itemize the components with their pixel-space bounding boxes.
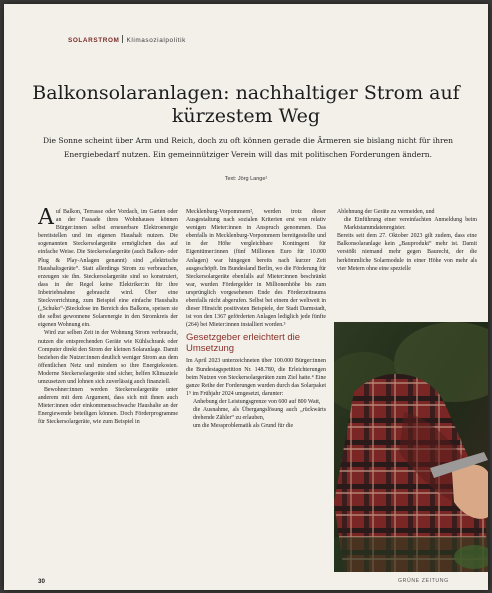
section-header <box>68 35 186 44</box>
drop-cap: A <box>38 208 54 230</box>
paragraph: Bereits seit dem 27. Oktober 2023 gilt zudem, dass eine Balkonsolaranlage kein „Bauprodukt“ mehr ist. Damit verstößt niemand mehr gegen Baurecht, der die herkömmliche Solarmodule in einer Höhe von mehr als vier Metern ohne eine spezielle <box>337 233 477 272</box>
paragraph: Mecklenburg-Vorpommern², werden trotz dieser Ausgestaltung nach sozialen Kriterien erst von relativ wenigen Mieter:innen in Anspruch genommen. Das ebenfalls in Mecklenburg-Vorpommern bereitgestellte und in der Höhe vergleichbare Kontingent für Eigentümer:innen (fünf Millionen Euro für 10.000 Anlagen) war hingegen bereits nach kurzer Zeit ausgeschöpft. Im Bundesland Berlin, wo die Förderung für Steckersolargeräte ebenfalls auf Mieter:innen beschränkt war, wurden Fördergelder in Millionenhöhe bis zum ursprünglich vorgesehenen Ende des Förderzeitraums ebenfalls nicht abgerufen. Selbst bei einem der weltweit in dieser Hinsicht positivsten Beispiele, der Stadt Darmstadt, ist von den 1367 geförderten Anlagen lediglich jede fünfte (264) bei Mieter:innen installiert worden.³ <box>186 209 326 329</box>
list-item: • Anhebung der Leistungsgrenze von 600 auf 800 Watt, <box>193 398 326 406</box>
subheading: Gesetzgeber erleichtert die Umsetzung <box>186 332 301 354</box>
paragraph: Bewohner:innen werden Steckersolargeräte unter anderem mit dem Argument, dass sich mit ihnen auch Mieter:innen oder einkommensschwache Haushalte an der Energiewende beteiligen können. Doch Förderprogramme für Steckersolargeräte, wie zum Beispiel in <box>38 387 178 426</box>
article-lead: Die Sonne scheint über Arm und Reich, doch zu oft können gerade die Ärmeren sie bislang nicht für ihren Energiebedarf nutzen. Ein gemeinnütziger Verein will das mit politischen Forderungen ändern. <box>42 136 454 159</box>
photo-image <box>334 322 488 572</box>
paragraph: Im April 2023 unterzeichneten über 100.000 Bürger:innen die Bundestagspetition Nr. 148.780, die Erleichterungen beim Nutzen von Steckersolargeräten zum Ziel hatte.⁴ Eine ganze Reihe der Forderungen wurden durch das Solarpaket 1⁵ im Frühjahr 2024 umgesetzt, darunter: <box>186 358 326 397</box>
bullet-list <box>337 216 477 232</box>
article-byline: Text: Jörg Lange¹ <box>224 176 268 182</box>
bullet-list <box>186 398 326 430</box>
text-column-2 <box>186 208 326 582</box>
article-title: Balkonsolaranlagen: nachhaltiger Strom auf kürzestem Weg <box>32 82 460 127</box>
list-item: • die Einführung einer vereinfachten Anmeldung beim Marktstammdatenregister. <box>344 216 477 232</box>
text-column-1 <box>38 208 178 578</box>
paragraph-text: uf Balkon, Terrasse oder Vordach, im Garten oder an der Fassade ihres Wohnhauses können Bürger:innen selbst erneuerbare Elektroenergie bereitstellen und im eigenen Haushalt nutzen. Die sogenannten Steckersolargeräte ermöglichen das auf einfache Weise. Die Steckersolargeräte (auch Balkon- oder Plug & Play-Anlagen genannt) sind „elektrische Haushaltsgeräte“. Statt allerdings Strom zu verbrauchen, erzeugen sie ihn. Steckersolargeräte sind so konstruiert, dass in der Regel keine Elektriker:in für ihre Inbetriebnahme gebraucht wird. Über eine Steckvorrichtung, zum Beispiel eine einfache Haushalts („Schuko“-)Steckdose im Bereich des Balkons, speisen sie die selbst gewonnene Solarenergie in den Stromkreis der eigenen Wohnung ein. <box>38 209 178 329</box>
article-photo <box>334 322 488 572</box>
paragraph: Wird zur selben Zeit in der Wohnung Strom verbraucht, nutzen die entsprechenden Geräte wie Kühlschrank oder Computer direkt den Strom der kleinen Solaranlage. Damit beziehen die Nutzer:innen deutlich weniger Strom aus dem öffentlichen Netz und mindern so ihre Energiekosten. Moderne Steckersolargeräte sind sicher, helfen Klimaziele umzusetzen und lohnen sich zuverlässig auch finanziell. <box>38 330 178 385</box>
paragraph <box>38 208 178 329</box>
page-number: 30 <box>38 578 45 585</box>
subsection-label: Klimasozialpolitik <box>126 37 186 44</box>
magazine-name: GRÜNE ZEITUNG <box>398 578 449 584</box>
list-item: • um die Messproblematik als Grund für die <box>193 422 326 430</box>
magazine-page <box>4 4 488 590</box>
list-item: • die Ausnahme, als Übergangslösung auch „rückwärts drehende Zähler“ zu erlauben, <box>193 406 326 422</box>
paragraph: Ablehnung der Geräte zu vermeiden, und <box>337 209 435 215</box>
header-divider <box>122 35 123 43</box>
text-column-3 <box>337 208 477 298</box>
section-label: SOLARSTROM <box>68 37 120 44</box>
